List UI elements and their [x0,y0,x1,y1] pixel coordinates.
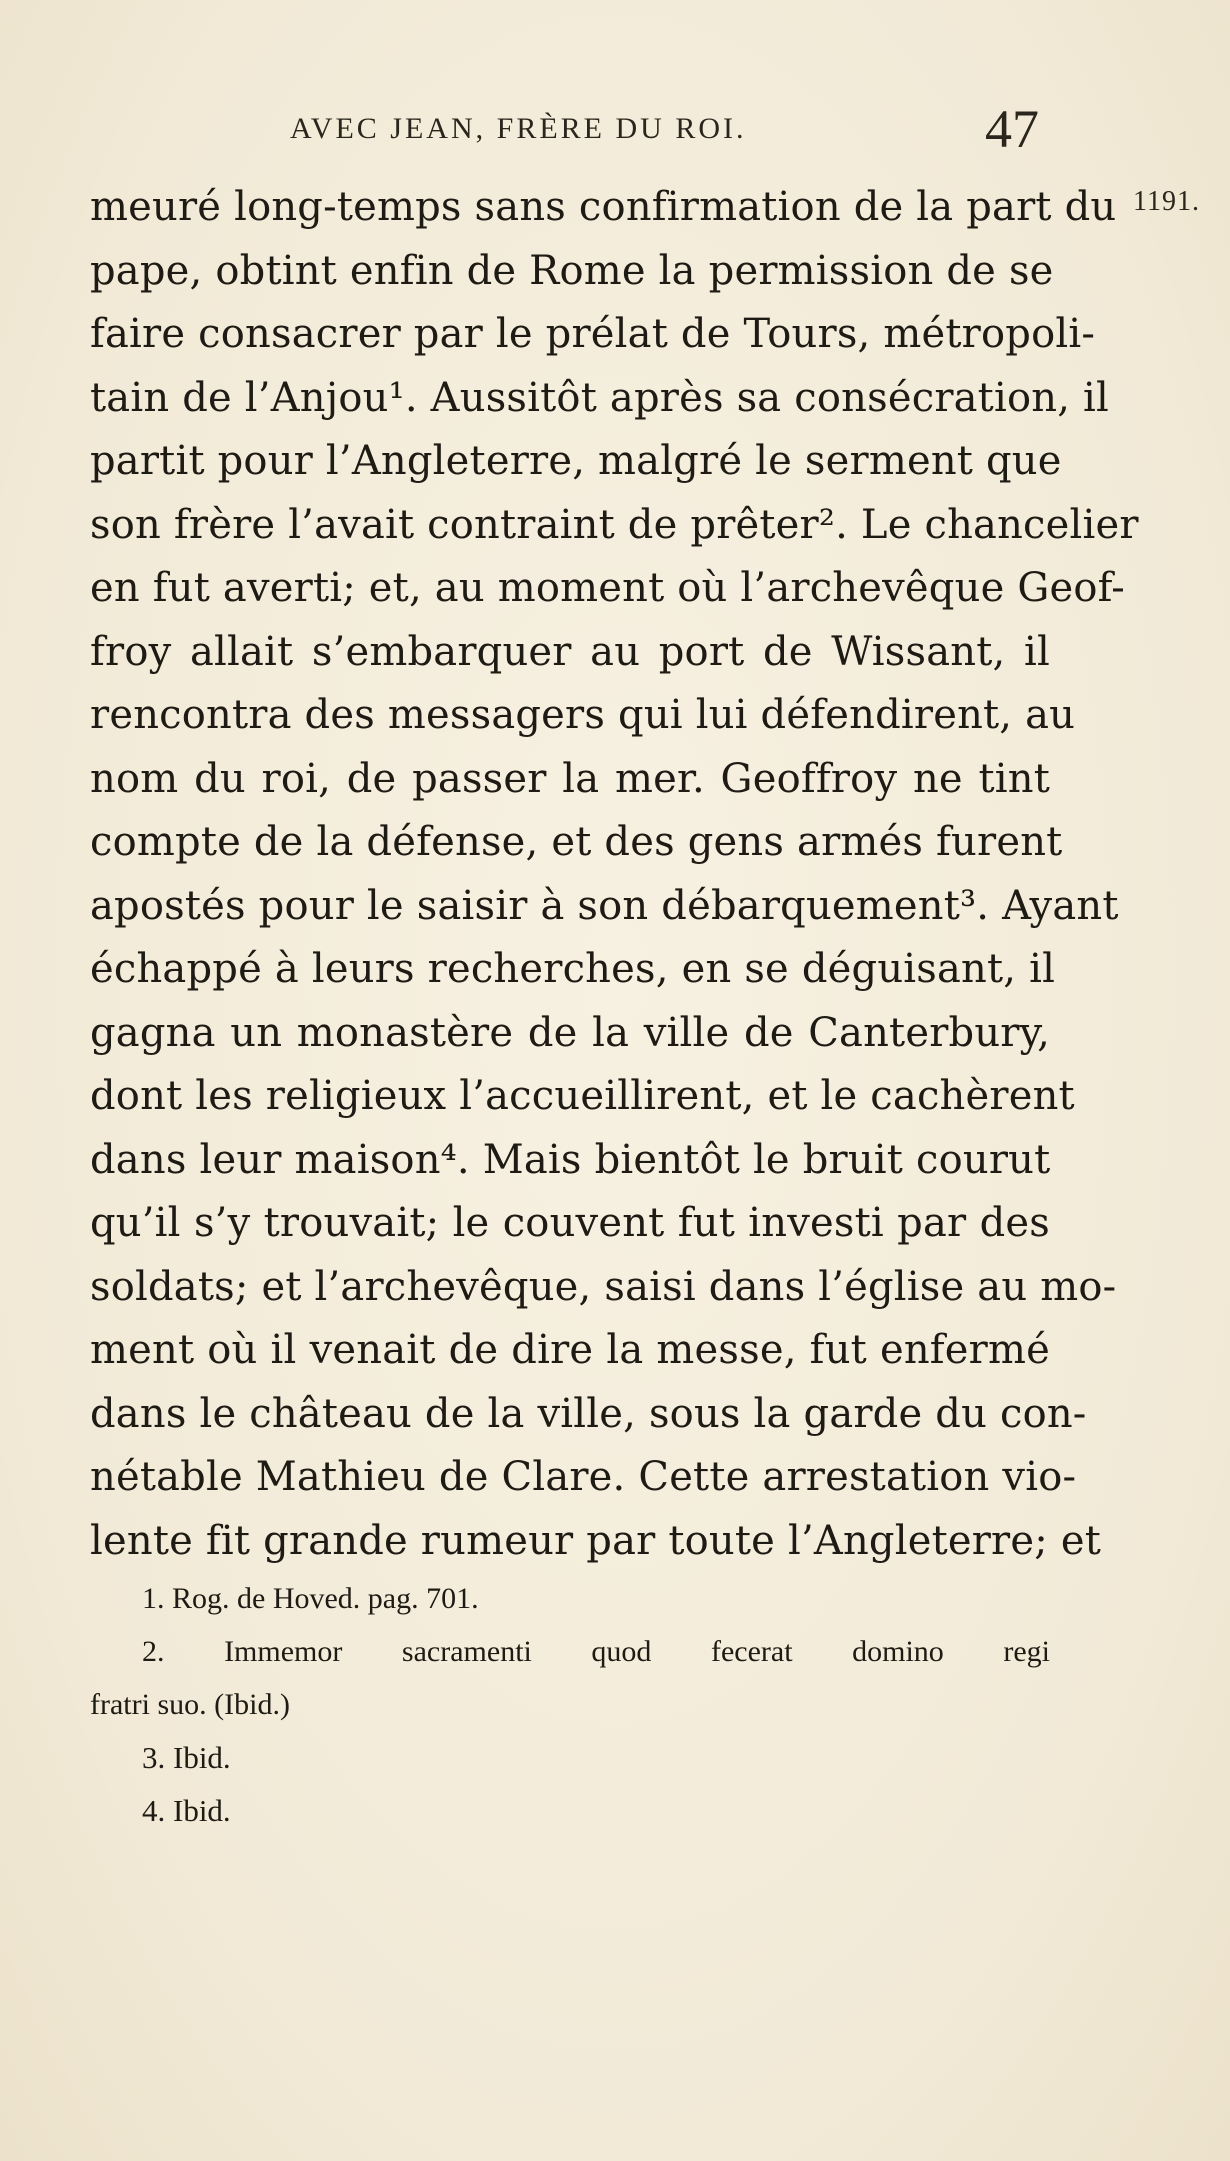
text-line: partit pour l’Angleterre, malgré le serment que [90,438,1062,484]
footnote-3: 3. Ibid. [142,1740,231,1775]
text-line: lente fit grande rumeur par toute l’Angleterre; et [90,1517,1101,1564]
text-line: échappé à leurs recherches, en se déguisant, il [90,946,1056,992]
footnote-4: 4. Ibid. [142,1793,231,1828]
footnotes-block [90,1572,1050,1837]
text-line: dans leur maison⁴. Mais bientôt le bruit courut [90,1136,1051,1183]
text-line: faire consacrer par le prélat de Tours, métropoli- [90,311,1096,357]
text-line: compte de la défense, et des gens armés furent [90,819,1063,865]
text-line: ment où il venait de dire la messe, fut enfermé [90,1327,1050,1373]
footnote-2-continued: fratri suo. (Ibid.) [90,1688,290,1721]
running-head-title: AVEC JEAN, FRÈRE DU ROI. [290,112,747,145]
text-line: meuré long-temps sans confirmation de la part du [90,184,1117,230]
text-line: rencontra des messagers qui lui défendirent, au [90,692,1076,738]
text-line: pape, obtint enfin de Rome la permission de se [90,247,1054,294]
text-line: apostés pour le saisir à son débarquement³. Ayant [90,882,1119,929]
main-text-block [90,176,1139,1573]
page-number: 47 [985,99,1039,159]
text-line: soldats; et l’archevêque, saisi dans l’église au mo- [90,1263,1117,1310]
text-line: gagna un monastère de la ville de Canterbury, [90,1009,1050,1056]
text-line: qu’il s’y trouvait; le couvent fut investi par des [90,1200,1050,1246]
footnote-2: 2. Immemor sacramenti quod fecerat domino regi [142,1635,1050,1668]
text-line: dans le château de la ville, sous la garde du con- [90,1390,1087,1437]
text-line: dont les religieux l’accueillirent, et le cachèrent [90,1073,1075,1119]
text-line: en fut averti; et, au moment où l’archevêque Geof- [90,565,1125,611]
text-line: nétable Mathieu de Clare. Cette arrestation vio- [90,1454,1077,1500]
text-line: son frère l’avait contraint de prêter². Le chancelier [90,501,1139,548]
footnote-1: 1. Rog. de Hoved. pag. 701. [142,1582,479,1615]
text-line: tain de l’Anjou¹. Aussitôt après sa consécration, il [90,374,1110,421]
margin-year-note: 1191. [1133,186,1200,217]
text-line: nom du roi, de passer la mer. Geoffroy ne tint [90,755,1050,802]
text-line: froy allait s’embarquer au port de Wissant, il [90,628,1050,675]
